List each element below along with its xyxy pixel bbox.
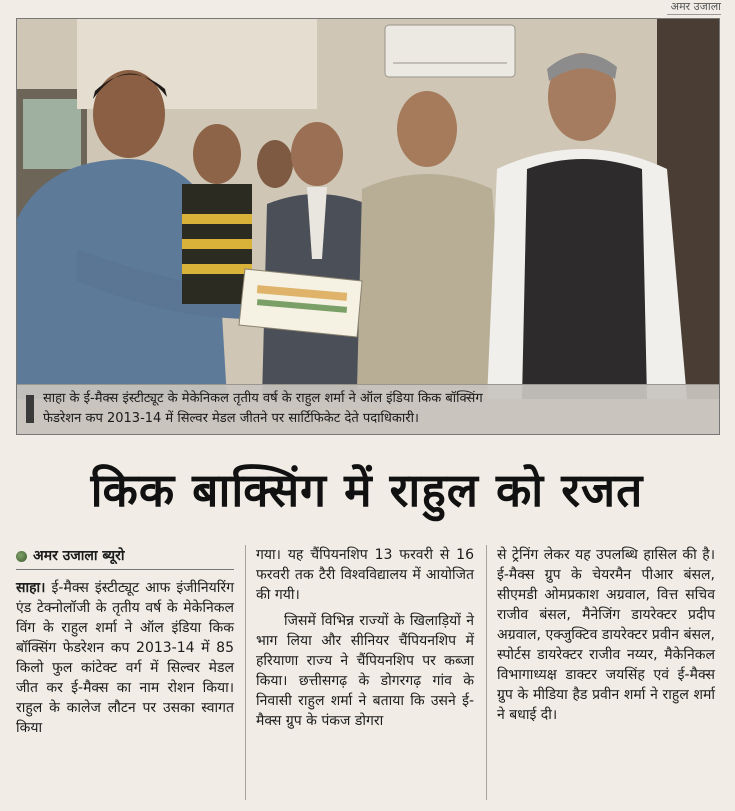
article-headline: किक बाक्सिंग में राहुल को रजत xyxy=(90,463,644,517)
column-3-text: से ट्रेनिंग लेकर यह उपलब्धि हासिल की है। ई-मैक्स ग्रुप के चेयरमैन पीआर बंसल, सीएमडी ओमप्रकाश अग्रवाल, वित्त सचिव राजीव बंसल, मैनेजिंग डायरेक्टर प्रदीप अग्रवाल, एक्जुक्टिव डायरेक्टर प्रवीन बंसल, स्पोर्टस डायरेक्टर राजीव नय्यर, मैकेनिकल विभागाध्यक्ष डाक्टर जयसिंह एवं ई-मैक्स ग्रुप के मीडिया हैड प्रवीन शर्मा ने राहुल शर्मा ने बधाई दी। xyxy=(497,547,715,723)
bureau-logo-icon xyxy=(16,551,27,562)
newspaper-name: अमर उजाला xyxy=(667,0,721,15)
article-column-2 xyxy=(256,545,474,731)
caption-line-1: साहा के ई-मैक्स इंस्टीट्यूट के मेकेनिकल तृतीय वर्ष के राहुल शर्मा ने ऑल इंडिया किक बॉक्सिंग xyxy=(43,391,483,406)
column-divider xyxy=(486,545,487,800)
byline xyxy=(16,545,234,570)
article-column-3 xyxy=(497,545,715,725)
award-ceremony-photo xyxy=(17,19,719,434)
dateline: साहा। xyxy=(16,580,46,596)
news-photo xyxy=(16,18,720,435)
caption-line-2: फेडरेशन कप 2013-14 में सिल्वर मेडल जीतने पर सार्टिफिकेट देते पदाधिकारी। xyxy=(43,411,419,426)
article-paragraph xyxy=(16,578,234,738)
caption-marker xyxy=(26,395,34,423)
column-1-text: ई-मैक्स इंस्टीट्यूट आफ इंजीनियरिंग एंड टेक्नोलॉजी के तृतीय वर्ष के मेकेनिकल विंग के राहुल शर्मा ने ऑल इंडिया किक बॉक्सिंग फेडरेशन कप 2013-14 में 85 किलो फुल कांटेक्ट वर्ग में सिल्वर मेडल जीत कर ई-मैक्स का नाम रोशन किया। राहुल के कालेज लौटन पर उसका स्वागत किया xyxy=(16,580,234,736)
column-divider xyxy=(245,545,246,800)
article-column-1 xyxy=(16,545,234,738)
photo-caption xyxy=(17,384,719,434)
byline-text: अमर उजाला ब्यूरो xyxy=(33,548,125,564)
column-2-paragraph-2: जिसमें विभिन्न राज्यों के खिलाड़ियों ने भाग लिया और सीनियर चैंपियनशिप में हरियाणा राज्य ने चैंपियनशिप पर कब्जा किया। छत्तीसगढ़ के डोगरगढ़ गांव के निवासी राहुल शर्मा ने बताया कि उसने ई-मैक्स ग्रुप के पंकज डोगरा xyxy=(256,613,474,729)
column-2-paragraph-1: गया। यह चैंपियनशिप 13 फरवरी से 16 फरवरी तक टैरी विश्वविद्यालय में आयोजित की गयी। xyxy=(256,547,474,603)
